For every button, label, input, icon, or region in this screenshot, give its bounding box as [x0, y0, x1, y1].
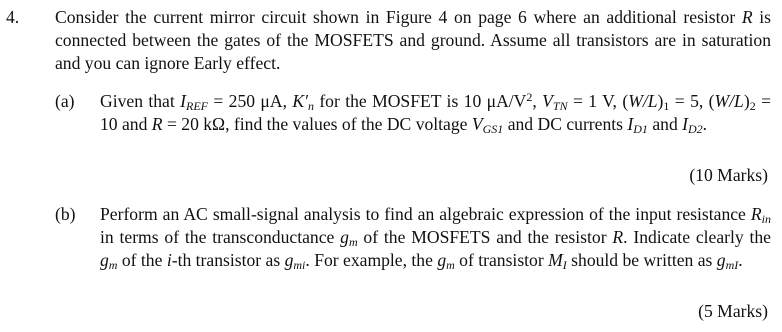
part-a-label: (a): [55, 91, 75, 111]
resistor-symbol: R: [741, 7, 753, 27]
part-b-marks: (5 Marks): [698, 301, 768, 321]
part-a-text: Given that $I_{REF} = 250$ μA, $K'_n$ for the MOSFET is 10 $\mu A/V^2$, $V_{TN} = 1$ V, $(W/L)_1 = 5$, $(W/L)_2 = 10$ and R = 20 kΩ, find the values of the DC voltage $V_{GS1}$ and DC currents $I_{D1}$ and $I_{D2}$.: [100, 90, 772, 136]
part-b-text: Perform an AC small-signal analysis to find an algebraic expression of the input resistance $R_{in}$ in terms of the transconductance $g_m$ of the MOSFETS and the resistor R. Indicate clearly the $g_m$ of the i-th transistor as $g_{mi}$. For example, the $g_m$ of transistor $M_I$ should be written as $g_{mI}$.: [100, 204, 771, 272]
part-a: [55, 90, 771, 150]
intro-text-2: is connected between the gates of the MOSFETS and ground. Assume all transistors are in saturation and you can ignore Early effect.: [55, 7, 771, 73]
intro-text-1: Consider the current mirror circuit shown in Figure 4 on page 6 where an additional resistor: [55, 7, 736, 27]
question-number: 4.: [6, 7, 20, 27]
question-intro: [55, 6, 771, 75]
part-b: [55, 203, 771, 298]
part-b-label: (b): [55, 204, 76, 224]
part-a-marks: (10 Marks): [689, 165, 768, 185]
